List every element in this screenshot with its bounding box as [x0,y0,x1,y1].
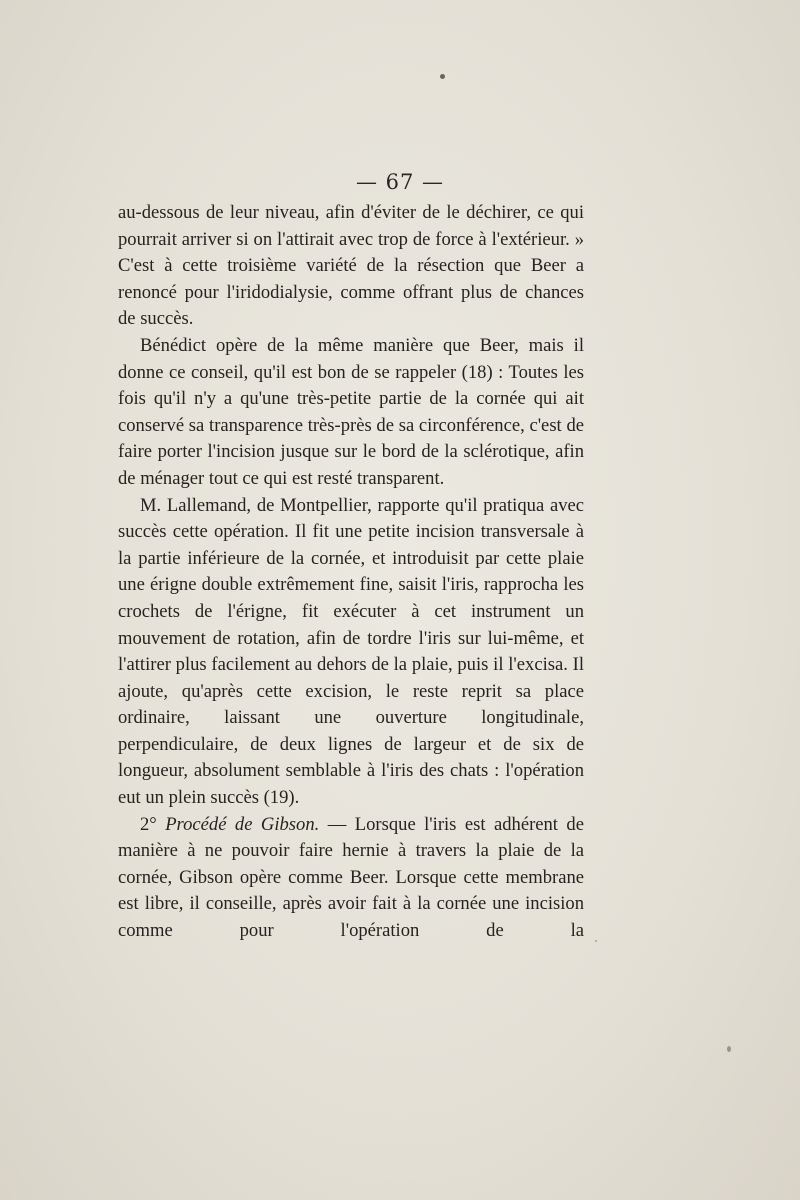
paragraph-1: au-dessous de leur niveau, afin d'éviter de le déchirer, ce qui pourrait arriver si on l'attirait avec trop de force à l'extérieur. » C'est à cette troisième variété de la résection que Beer a renoncé pour l'iridodialysie, comme offrant plus de chances de succès. [118,202,584,330]
paragraph-4 [118,812,584,945]
body-text [118,200,584,945]
ink-speck [727,1046,731,1052]
paragraph-2: Bénédict opère de la même manière que Beer, mais il donne ce conseil, qu'il est bon de se rappeler (18) : Toutes les fois qu'il n'y a qu'une très-petite partie de la cornée qui ait conservé sa transparence très-près de sa circonférence, c'est de faire porter l'incision jusque sur le bord de la sclérotique, afin de ménager tout ce qui est resté transparent. [118,334,584,489]
ink-speck [440,74,445,79]
section-number: 2° [140,813,157,835]
section-heading: Procédé de Gibson. [165,813,320,835]
page-number: — 67 — [355,170,445,194]
paragraph-3: M. Lallemand, de Montpellier, rapporte qu'il pratiqua avec succès cette opération. Il fit une petite incision transversale à la partie inférieure de la cornée, et introduisit par cette plaie une érigne double extrêmement fine, saisit l'iris, rapprocha les crochets de l'érigne, fit exécuter à cet instrument un mouvement de rotation, afin de tordre l'iris sur lui-même, et l'attirer plus facilement au dehors de la plaie, puis il l'excisa. Il ajoute, qu'après cette excision, le reste reprit sa place ordinaire, laissant une ouverture longitudinale, perpendiculaire, de deux lignes de largeur et de six de longueur, absolument semblable à l'iris des chats : l'opération eut un plein succès (19). [118,494,584,809]
paragraph-4-text: — Lorsque l'iris est adhérent de manière à ne pouvoir faire hernie à travers la plaie de la cornée, Gibson opère comme Beer. Lorsque cette membrane est libre, il conseille, après avoir fait à la cornée une incision comme pour l'opération de la [118,813,584,942]
ink-speck [595,940,597,942]
